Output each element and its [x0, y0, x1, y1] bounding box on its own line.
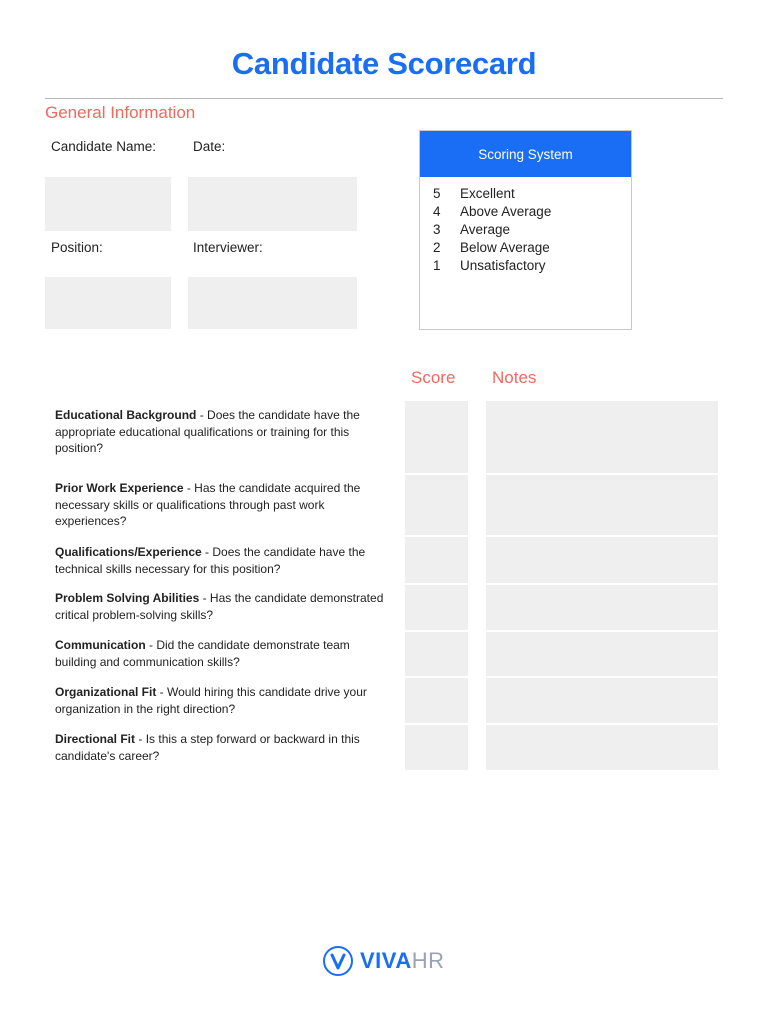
scoring-item-label: Above Average — [460, 204, 552, 219]
criterion-description: Did the candidate demonstrate team building and communication skills? — [55, 638, 350, 669]
scoring-item-number: 3 — [433, 222, 441, 237]
scoring-item — [433, 203, 631, 221]
score-cell[interactable] — [405, 678, 468, 723]
score-cell[interactable] — [405, 585, 468, 630]
criterion-separator: - — [199, 591, 210, 605]
position-field[interactable] — [45, 277, 171, 329]
scoring-item-label: Average — [460, 222, 511, 237]
logo-brand: VIVA — [360, 948, 412, 973]
criterion-name: Prior Work Experience — [55, 481, 184, 495]
criterion-organizational-fit — [55, 684, 390, 717]
criterion-directional-fit — [55, 731, 390, 764]
criterion-name: Directional Fit — [55, 732, 136, 746]
criterion-description: Does the candidate have the appropriate educational qualifications or training for this position? — [55, 408, 360, 455]
criterion-description: Would hiring this candidate drive your organization in the right direction? — [55, 685, 367, 716]
score-cell[interactable] — [405, 537, 468, 583]
interviewer-label: Interviewer: — [193, 240, 263, 255]
criterion-name: Organizational Fit — [55, 685, 157, 699]
criterion-name: Problem Solving Abilities — [55, 591, 200, 605]
criterion-prior-work-experience — [55, 480, 390, 530]
criterion-separator: - — [135, 732, 146, 746]
score-cell[interactable] — [405, 725, 468, 770]
notes-cell[interactable] — [486, 725, 718, 770]
criterion-separator: - — [145, 638, 157, 652]
criterion-name: Communication — [55, 638, 146, 652]
criterion-description: Has the candidate demonstrated critical problem-solving skills? — [55, 591, 384, 622]
notes-cell[interactable] — [486, 632, 718, 676]
notes-cell[interactable] — [486, 678, 718, 723]
criterion-communication — [55, 637, 390, 670]
criterion-problem-solving — [55, 590, 390, 623]
candidate-name-field[interactable] — [45, 177, 171, 231]
notes-cell[interactable] — [486, 475, 718, 535]
scoring-system-list — [420, 177, 631, 275]
criterion-separator: - — [183, 481, 195, 495]
interviewer-field[interactable] — [188, 277, 357, 329]
scoring-system-box — [419, 130, 632, 330]
scoring-item-number: 2 — [433, 240, 441, 255]
logo-suffix: HR — [411, 948, 445, 973]
scoring-item-number: 1 — [433, 258, 441, 273]
vivahr-v-icon — [322, 945, 354, 977]
vivahr-wordmark — [360, 948, 445, 974]
general-information-heading: General Information — [45, 103, 196, 122]
score-cell[interactable] — [405, 632, 468, 676]
criterion-name: Qualifications/Experience — [55, 545, 202, 559]
date-label: Date: — [193, 139, 226, 154]
criterion-description: Has the candidate acquired the necessary skills or qualifications through past work experiences? — [55, 481, 361, 528]
scoring-item — [433, 239, 631, 257]
scoring-item-number: 4 — [433, 204, 441, 219]
scoring-item — [433, 221, 631, 239]
criterion-educational-background — [55, 407, 390, 457]
position-label: Position: — [51, 240, 103, 255]
notes-cell[interactable] — [486, 585, 718, 630]
criterion-separator: - — [156, 685, 168, 699]
notes-cell[interactable] — [486, 401, 718, 473]
scoring-item-label: Below Average — [460, 240, 550, 255]
scoring-item-label: Unsatisfactory — [460, 258, 546, 273]
notes-column-heading: Notes — [492, 368, 537, 387]
scoring-item — [433, 257, 631, 275]
score-cell[interactable] — [405, 475, 468, 535]
score-column-heading: Score — [411, 368, 456, 387]
criterion-description: Is this a step forward or backward in this candidate's career? — [55, 732, 360, 763]
criterion-separator: - — [201, 545, 213, 559]
criterion-separator: - — [196, 408, 208, 422]
criterion-name: Educational Background — [55, 408, 197, 422]
score-cell[interactable] — [405, 401, 468, 473]
candidate-name-label: Candidate Name: — [51, 139, 157, 154]
criterion-description: Does the candidate have the technical skills necessary for this position? — [55, 545, 366, 576]
scoring-item — [433, 185, 631, 203]
date-field[interactable] — [188, 177, 357, 231]
criterion-qualifications-experience — [55, 544, 390, 577]
scoring-system-heading: Scoring System — [420, 131, 631, 177]
notes-cell[interactable] — [486, 537, 718, 583]
title-divider — [45, 98, 723, 99]
page-title: Candidate Scorecard — [231, 46, 537, 81]
vivahr-logo — [322, 944, 445, 978]
scoring-item-number: 5 — [433, 186, 441, 201]
scoring-item-label: Excellent — [460, 186, 515, 201]
